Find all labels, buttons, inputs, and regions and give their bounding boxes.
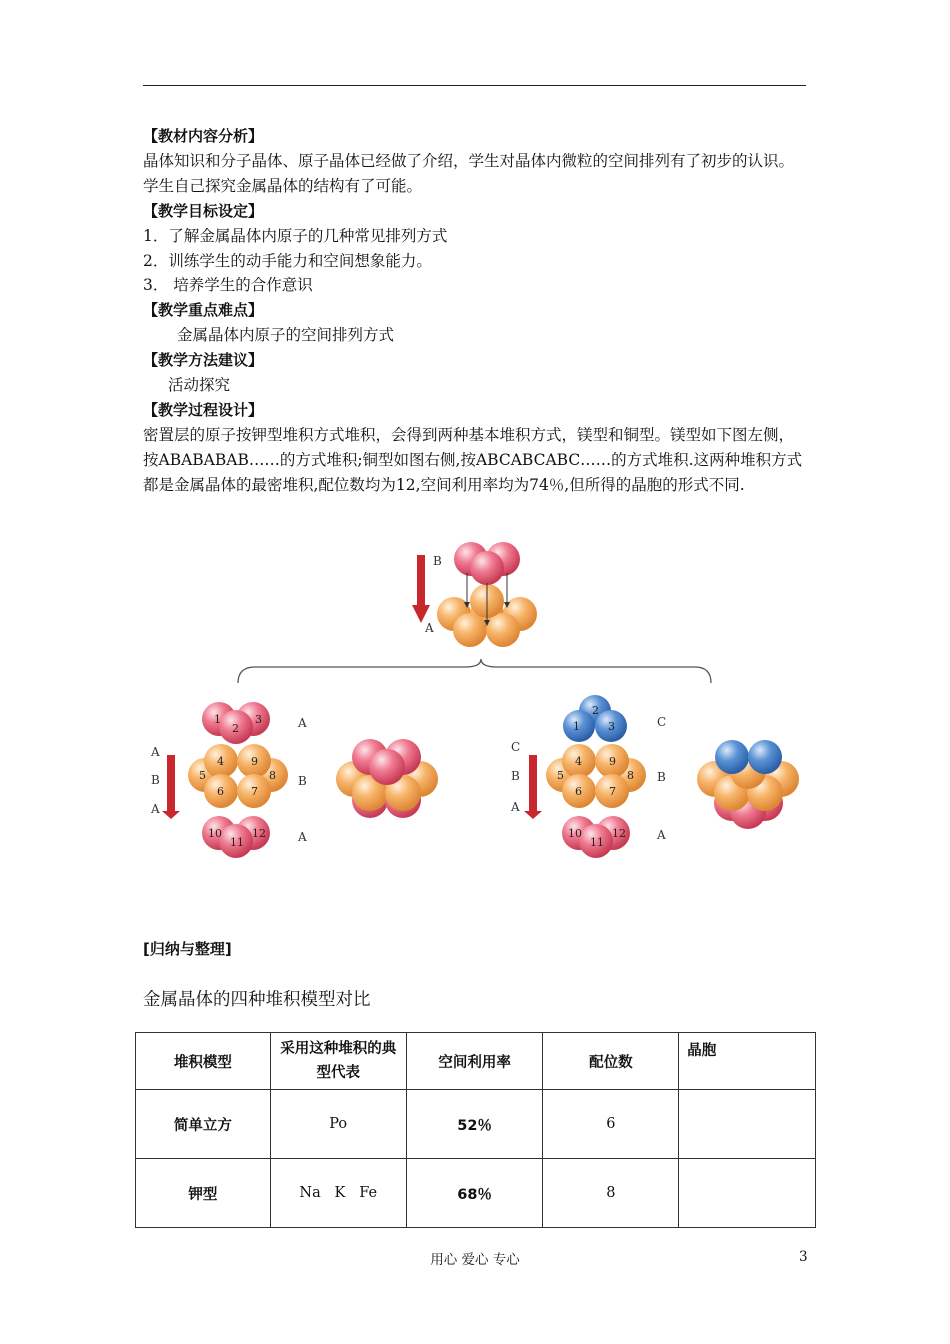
top-model <box>412 542 537 647</box>
process-text: 密置层的原子按钾型堆积方式堆积，会得到两种基本堆积方式，镁型和铜型。镁型如下图左侧，按ABABABAB……的方式堆积;铜型如图右侧,按ABCABCABC……的方式堆积.这两种堆积方式都是金属晶体的最密堆积,配位数均为12,空间利用率均为74％,但所得的晶胞的形式不同. <box>143 425 803 494</box>
goal-item: 3． 培养学生的合作意识 <box>143 276 313 295</box>
row-label: A <box>151 802 160 816</box>
table-row <box>136 1159 816 1228</box>
table-title: 金属晶体的四种堆积模型对比 <box>143 990 371 1010</box>
atom-number: 6 <box>575 785 582 798</box>
assembled-model-right <box>697 740 799 829</box>
left-model <box>150 702 438 858</box>
atom <box>453 613 487 647</box>
atom-number: 7 <box>609 785 616 798</box>
side-label: B <box>657 770 666 784</box>
side-label: A <box>298 830 307 844</box>
document-body <box>143 124 808 498</box>
header-cell-text: 采用这种堆积的典型代表 <box>280 1041 397 1081</box>
comparison-table <box>135 1032 816 1228</box>
atom-number: 2 <box>232 722 239 735</box>
header-cell: 晶胞 <box>679 1033 816 1090</box>
row-label: C <box>511 740 521 754</box>
atom-number: 9 <box>251 755 258 768</box>
header-cell: 空间利用率 <box>406 1033 543 1090</box>
down-arrow-icon <box>529 755 537 813</box>
process-heading: 【教学过程设计】 <box>143 400 264 419</box>
atom-number: 6 <box>217 785 224 798</box>
model-cell: 钾型 <box>136 1159 271 1228</box>
atom-number: 5 <box>557 769 564 782</box>
side-label: B <box>298 774 307 788</box>
table-header-row <box>136 1033 816 1090</box>
atom-number: 3 <box>608 720 615 733</box>
header-cell: 堆积模型 <box>136 1033 271 1090</box>
row-label: A <box>511 800 520 814</box>
atom-number: 11 <box>230 836 244 849</box>
atom-number: 11 <box>590 836 604 849</box>
brace <box>238 659 711 683</box>
atom-number: 5 <box>199 769 206 782</box>
assembled-model-left <box>336 739 438 818</box>
keypoints-heading: 【教学重点难点】 <box>143 301 264 320</box>
atom-number: 7 <box>251 785 258 798</box>
method-heading: 【教学方法建议】 <box>143 351 264 370</box>
side-label: C <box>657 715 667 729</box>
row-label: B <box>511 769 520 783</box>
ratio-cell: 68％ <box>406 1159 543 1228</box>
summary-heading: [归纳与整理] <box>143 940 232 958</box>
right-model <box>510 695 799 858</box>
goal-item: 1．了解金属晶体内原子的几种常见排列方式 <box>143 226 448 245</box>
example-cell: Na K Fe <box>270 1159 406 1228</box>
page-footer: 用心 爱心 专心 <box>430 1252 520 1268</box>
atom-number: 12 <box>252 827 266 840</box>
atom <box>486 613 520 647</box>
label-a: A <box>425 621 434 635</box>
header-rule <box>143 85 806 86</box>
row-label: A <box>151 745 160 759</box>
atom-number: 12 <box>612 827 626 840</box>
analysis-text: 晶体知识和分子晶体、原子晶体已经做了介绍，学生对晶体内微粒的空间排列有了初步的认识。学生自己探究金属晶体的结构有了可能。 <box>143 151 795 195</box>
atom-number: 1 <box>573 720 580 733</box>
coord-cell: 8 <box>543 1159 679 1228</box>
ratio-cell: 52％ <box>406 1090 543 1159</box>
atom-number: 9 <box>609 755 616 768</box>
header-cell: 配位数 <box>543 1033 679 1090</box>
down-arrow-icon <box>417 555 425 607</box>
analysis-heading: 【教材内容分析】 <box>143 127 264 145</box>
atom-number: 1 <box>214 713 221 726</box>
cell-cell <box>679 1159 816 1228</box>
method-text: 活动探究 <box>168 376 231 395</box>
cell-cell <box>679 1090 816 1159</box>
label-b: B <box>433 554 442 568</box>
stacking-diagram <box>135 535 815 870</box>
atom-number: 8 <box>269 769 276 782</box>
atom-number: 4 <box>217 755 224 768</box>
atom-number: 2 <box>592 704 599 717</box>
down-arrow-icon <box>167 755 175 813</box>
atom-number: 8 <box>627 769 634 782</box>
side-label: A <box>298 716 307 730</box>
header-cell <box>270 1033 406 1090</box>
atom-number: 4 <box>575 755 582 768</box>
keypoints-text: 金属晶体内原子的空间排列方式 <box>177 326 395 345</box>
goals-heading: 【教学目标设定】 <box>143 201 264 220</box>
atom-number: 3 <box>255 713 262 726</box>
atom <box>470 551 504 585</box>
table-row <box>136 1090 816 1159</box>
example-cell: Po <box>270 1090 406 1159</box>
coord-cell: 6 <box>543 1090 679 1159</box>
atom-number: 10 <box>208 827 222 840</box>
atom-number: 10 <box>568 827 582 840</box>
page-number: 3 <box>799 1249 808 1265</box>
down-arrow-icon <box>162 811 180 819</box>
down-arrow-icon <box>524 811 542 819</box>
model-cell: 简单立方 <box>136 1090 271 1159</box>
goal-item: 2．训练学生的动手能力和空间想象能力。 <box>143 251 432 270</box>
side-label: A <box>657 828 666 842</box>
row-label: B <box>151 773 160 787</box>
